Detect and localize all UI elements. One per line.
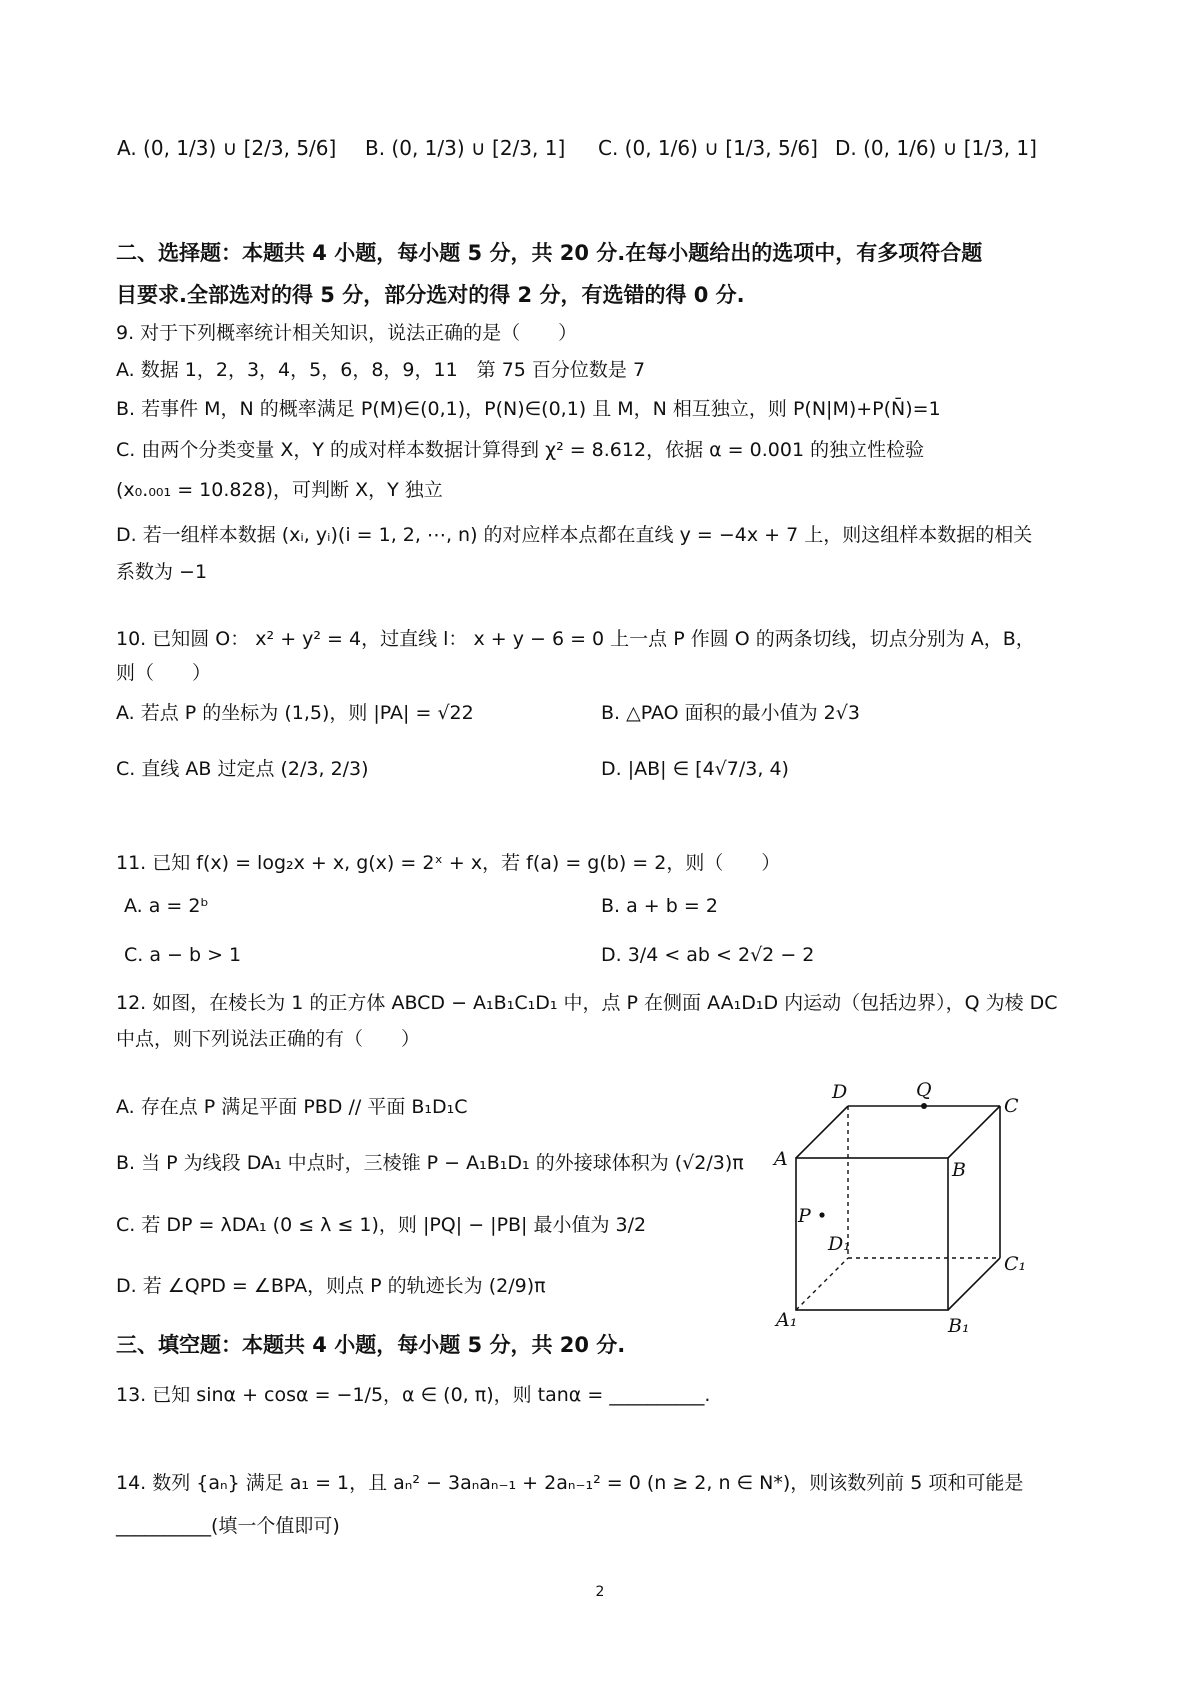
edge-b1c1 [948,1258,1000,1310]
label-q: Q [916,1080,932,1101]
section3-heading: 三、填空题：本题共 4 小题，每小题 5 分，共 20 分. [116,1333,626,1357]
label-c1: C₁ [1004,1253,1027,1275]
page-number: 2 [595,1584,605,1600]
q10-stem-line1: 10. 已知圆 O： x² + y² = 4，过直线 l： x + y − 6 = 0 上一点 P 作圆 O 的两条切线，切点分别为 A，B， [116,628,1035,650]
q12-option-a: A. 存在点 P 满足平面 PBD // 平面 B₁D₁C [116,1096,468,1118]
q11-option-d: D. 3/4 < ab < 2√2 − 2 [601,944,815,966]
edge-bc [948,1106,1000,1158]
q9-option-c-line1: C. 由两个分类变量 X，Y 的成对样本数据计算得到 χ² = 8.612，依据 α = 0.001 的独立性检验 [116,439,925,461]
q10-stem-line2: 则（ ） [116,662,212,684]
q9-option-d-line1: D. 若一组样本数据 (xᵢ, yᵢ)(i = 1, 2, ⋯, n) 的对应样本点都在直线 y = −4x + 7 上，则这组样本数据的相关 [116,524,1033,546]
q9-option-d-line2: 系数为 −1 [116,561,208,583]
q10-option-c: C. 直线 AB 过定点 (2/3, 2/3) [116,758,369,780]
point-q [921,1103,927,1109]
point-p [819,1212,824,1217]
q11-stem: 11. 已知 f(x) = log₂x + x, g(x) = 2ˣ + x，若 f(a) = g(b) = 2，则（ ） [116,852,781,874]
q8-option-c: C. (0, 1/6) ∪ [1/3, 5/6] [598,136,818,160]
q12-option-c: C. 若 DP = λDA₁ (0 ≤ λ ≤ 1)，则 |PQ| − |PB| 最小值为 3/2 [116,1214,647,1236]
q12-stem-line2: 中点，则下列说法正确的有（ ） [116,1028,421,1050]
q9-stem: 9. 对于下列概率统计相关知识，说法正确的是（ ） [116,322,578,344]
label-p: P [798,1205,811,1227]
q10-option-a: A. 若点 P 的坐标为 (1,5)，则 |PA| = √22 [116,702,474,724]
q9-option-b: B. 若事件 M，N 的概率满足 P(M)∈(0,1)，P(N)∈(0,1) 且 M，N 相互独立，则 P(N|M)+P(N̄)=1 [116,398,941,420]
q11-option-c: C. a − b > 1 [124,944,242,966]
q8-option-a: A. (0, 1/3) ∪ [2/3, 5/6] [117,136,337,160]
q9-option-a: A. 数据 1，2，3，4，5，6，8，9，11 第 75 百分位数是 7 [116,359,646,381]
q11-option-a: A. a = 2ᵇ [124,895,209,917]
q11-option-b: B. a + b = 2 [601,895,718,917]
section2-line1: 二、选择题：本题共 4 小题，每小题 5 分，共 20 分.在每小题给出的选项中，有多项符合题 [116,241,983,265]
q12-stem-line1: 12. 如图，在棱长为 1 的正方体 ABCD − A₁B₁C₁D₁ 中，点 P 在侧面 AA₁D₁D 内运动（包括边界），Q 为棱 DC [116,992,1058,1014]
edge-a1d1-hidden [796,1258,848,1310]
section2-line2: 目要求.全部选对的得 5 分，部分选对的得 2 分，有选错的得 0 分. [116,283,745,307]
q10-option-b: B. △PAO 面积的最小值为 2√3 [601,702,860,724]
q8-option-b: B. (0, 1/3) ∪ [2/3, 1] [365,136,566,160]
label-a: A [774,1148,788,1170]
q14-line1: 14. 数列 {aₙ} 满足 a₁ = 1，且 aₙ² − 3aₙaₙ₋₁ + 2aₙ₋₁² = 0 (n ≥ 2, n ∈ N*)，则该数列前 5 项和可能是 [116,1472,1024,1494]
q13-text: 13. 已知 sinα + cosα = −1/5，α ∈ (0, π)，则 tanα = __________. [116,1384,711,1406]
q14-line2: __________(填一个值即可) [116,1515,340,1537]
label-d1: D₁ [828,1233,851,1255]
q10-option-d: D. |AB| ∈ [4√7/3, 4) [601,758,789,780]
label-b1: B₁ [948,1315,970,1337]
label-b: B [952,1159,966,1181]
label-d: D [832,1081,848,1103]
cube-figure [770,1080,1050,1340]
edge-ad [796,1106,848,1158]
q12-option-b: B. 当 P 为线段 DA₁ 中点时，三棱锥 P − A₁B₁D₁ 的外接球体积为 (√2/3)π [116,1152,744,1174]
q9-option-c-line2: (x₀.₀₀₁ = 10.828)，可判断 X，Y 独立 [116,479,443,501]
label-a1: A₁ [776,1309,798,1331]
label-c: C [1004,1095,1019,1117]
q12-option-d: D. 若 ∠QPD = ∠BPA，则点 P 的轨迹长为 (2/9)π [116,1275,546,1297]
q8-option-d: D. (0, 1/6) ∪ [1/3, 1] [835,136,1037,160]
